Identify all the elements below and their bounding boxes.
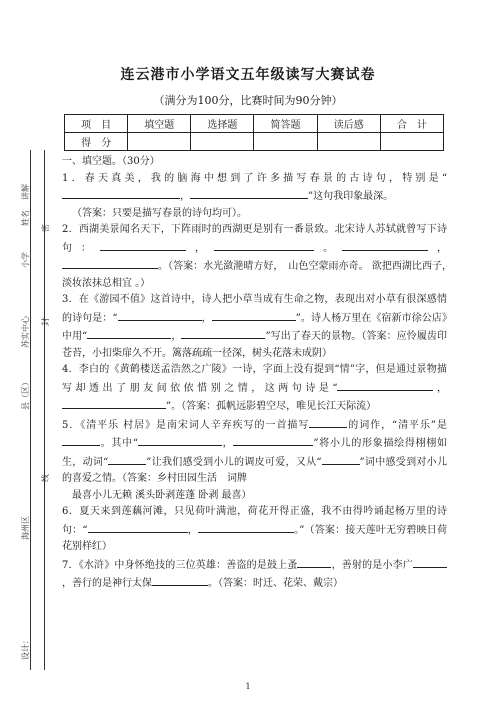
q1-answer: （答案：只要是描写春景的诗句均可）。: [72, 207, 247, 219]
q4-blank-2[interactable]: [62, 397, 166, 409]
q3-blank-3[interactable]: [87, 327, 171, 339]
q4-answer: ”。（答案：孤帆远影碧空尽，唯见长江天际流）: [166, 401, 377, 412]
q7-blank-1[interactable]: [297, 556, 331, 568]
q2-blank-1[interactable]: [100, 239, 186, 251]
q2-sep-1: ，: [186, 242, 214, 254]
score-table-header-row: [65, 115, 444, 133]
binding-label-name: 姓名: [21, 210, 30, 226]
q1-blank-1[interactable]: [62, 187, 180, 199]
q3-blank-2[interactable]: [212, 309, 296, 321]
q5-blank-5[interactable]: [108, 453, 146, 465]
score-table: [64, 114, 444, 151]
q7-text: 7．《水浒》中身怀绝技的三位英雄：善盗的是鼓上蚤: [62, 559, 298, 571]
q2-answer: 。（答案：水光潋滟晴方好， 山色空蒙雨亦奇。 欲把西湖比西子， 淡妆浓抹总相宜 。）: [62, 261, 457, 289]
exam-subtitle: （满分为100分，比赛时间为90分钟）: [153, 94, 343, 107]
binding-label-county: 县（区）: [21, 378, 30, 410]
score-header-total: 合 计: [380, 115, 443, 133]
score-cell[interactable]: [128, 133, 191, 151]
q2-blank-3[interactable]: [342, 239, 428, 251]
seal-mark-3: 线: [41, 474, 50, 482]
section-heading: 一、填空题。（30分）: [62, 156, 160, 167]
q5-text-3: 。其中“: [100, 438, 138, 449]
score-header-reflection: 读后感: [317, 115, 380, 133]
q4-text: 4．李白的《黄鹤楼送孟浩然之广陵》一诗，字面上没有提到“情”字，但是通过景物描写却透出了朋友间依依惜别之情，这两句诗是“: [62, 364, 447, 394]
q3-answer: ”写出了春天的景物。（答案：应怜履齿印苍苔，小扣柴扉久不开。篱落疏疏一径深，树头花落未成阴）: [62, 331, 447, 359]
score-header-choice: 选择题: [191, 115, 254, 133]
binding-label-district: 海州区: [21, 516, 30, 540]
q6-blank-2[interactable]: [198, 521, 294, 533]
q3-blank-4[interactable]: [181, 327, 265, 339]
seal-mark-1: 密: [41, 224, 50, 232]
q2-blank-4[interactable]: [62, 257, 158, 269]
score-cell[interactable]: [191, 133, 254, 151]
exam-title: 连云港市小学语文五年级读写大赛试卷: [120, 67, 376, 83]
binding-label-design: 设计：: [21, 636, 30, 660]
question-7: [62, 556, 447, 593]
q4-blank-1[interactable]: [337, 379, 433, 391]
q1-text: 1．春天真美，我的脑海中想到了许多描写春景的古诗句，特别是: [62, 172, 442, 184]
question-2: [62, 222, 457, 292]
q7-text-2: ，善射的是小李广: [331, 559, 413, 571]
q2-sep-3: ，: [428, 242, 447, 254]
q5-blank-4[interactable]: [233, 434, 313, 446]
q3-sep-2: ，: [171, 331, 182, 342]
q6-sep: ，: [187, 524, 198, 536]
exam-body: [62, 154, 457, 593]
score-header-item: 项 目: [65, 115, 128, 133]
q6-blank-1[interactable]: [88, 521, 188, 533]
q5-blank-2[interactable]: [62, 434, 100, 446]
q3-text: 3．在《游园不值》这首诗中，诗人把小草当成有生命之物，表现出对小草有很深感情的诗句是：“: [62, 294, 447, 324]
q5-text: 5．《清平乐 村居》是南宋词人辛弃疾写的一首描写: [62, 419, 310, 431]
score-header-fill: 填空题: [128, 115, 191, 133]
question-1: [62, 171, 447, 206]
q1-quote-open: “: [441, 172, 447, 184]
q6-text: 6．夏天来到莲藕河滩，只见荷叶满池，荷花开得正盛，我不由得吟诵起杨万里的诗句：“: [62, 506, 447, 536]
q5-blank-1[interactable]: [309, 416, 347, 428]
q2-text: 2．西湖美景闻名天下，下阵雨时的西湖更是别有一番景致。北宋诗人苏轼就曾写下诗句：: [62, 224, 447, 254]
score-cell[interactable]: [254, 133, 317, 151]
q2-sep-2: 。: [314, 242, 342, 254]
score-cell[interactable]: [317, 133, 380, 151]
q5-answer: 最喜小儿无赖 溪头卧剥莲蓬 卧剥 最喜）: [72, 489, 252, 501]
binding-line-right: [30, 150, 31, 670]
q4-sep: ，: [433, 382, 448, 394]
q6-answer: 。”（答案：接天莲叶无穷碧映日荷花别样红）: [62, 524, 447, 552]
q7-text-3: ，善行的是神行太保: [62, 578, 152, 589]
q3-text-2: ”。诗人杨万里在《宿新市徐公店》中用“: [62, 312, 447, 342]
q5-text-6: ”词中感受到对小儿的喜爱之情。（答案：乡村田园生活 词牌: [62, 456, 447, 484]
question-4: [62, 362, 447, 416]
q5-blank-3[interactable]: [138, 434, 222, 446]
binding-label-explain: 讲解: [21, 184, 30, 200]
q2-blank-2[interactable]: [214, 239, 314, 251]
binding-label-school: 小学: [21, 252, 30, 268]
q3-sep-1: ，: [201, 312, 212, 324]
question-5: [62, 416, 447, 488]
q5-text-5: ”让我们感受到小儿的调皮可爱，又从“: [146, 456, 322, 468]
q7-blank-2[interactable]: [413, 556, 447, 568]
q1-blank-2[interactable]: [190, 187, 308, 199]
score-table-score-row: [65, 133, 444, 151]
score-header-short: 简答题: [254, 115, 317, 133]
seal-mark-2: 封: [41, 318, 50, 326]
question-3: [62, 292, 447, 362]
page-number: 1: [245, 682, 251, 691]
question-6: [62, 504, 447, 556]
q5-sep: ，: [221, 438, 234, 449]
q5-text-4: ”将小儿的形象描绘得栩栩如生，动词“: [62, 438, 447, 468]
q1-text-end: ”这句我印象最深。: [308, 191, 394, 202]
score-row-label: 得 分: [65, 133, 128, 151]
q5-blank-6[interactable]: [322, 453, 360, 465]
binding-label-center: 苏实中心: [21, 316, 30, 348]
score-cell[interactable]: [380, 133, 443, 151]
q5-text-2: 的词作，“清平乐”是: [347, 419, 447, 431]
q7-answer: 。（答案：时迁、花荣、戴宗）: [208, 578, 343, 589]
q3-blank-1[interactable]: [118, 309, 202, 321]
q7-blank-3[interactable]: [152, 574, 208, 586]
q1-sep: ，: [180, 191, 190, 202]
